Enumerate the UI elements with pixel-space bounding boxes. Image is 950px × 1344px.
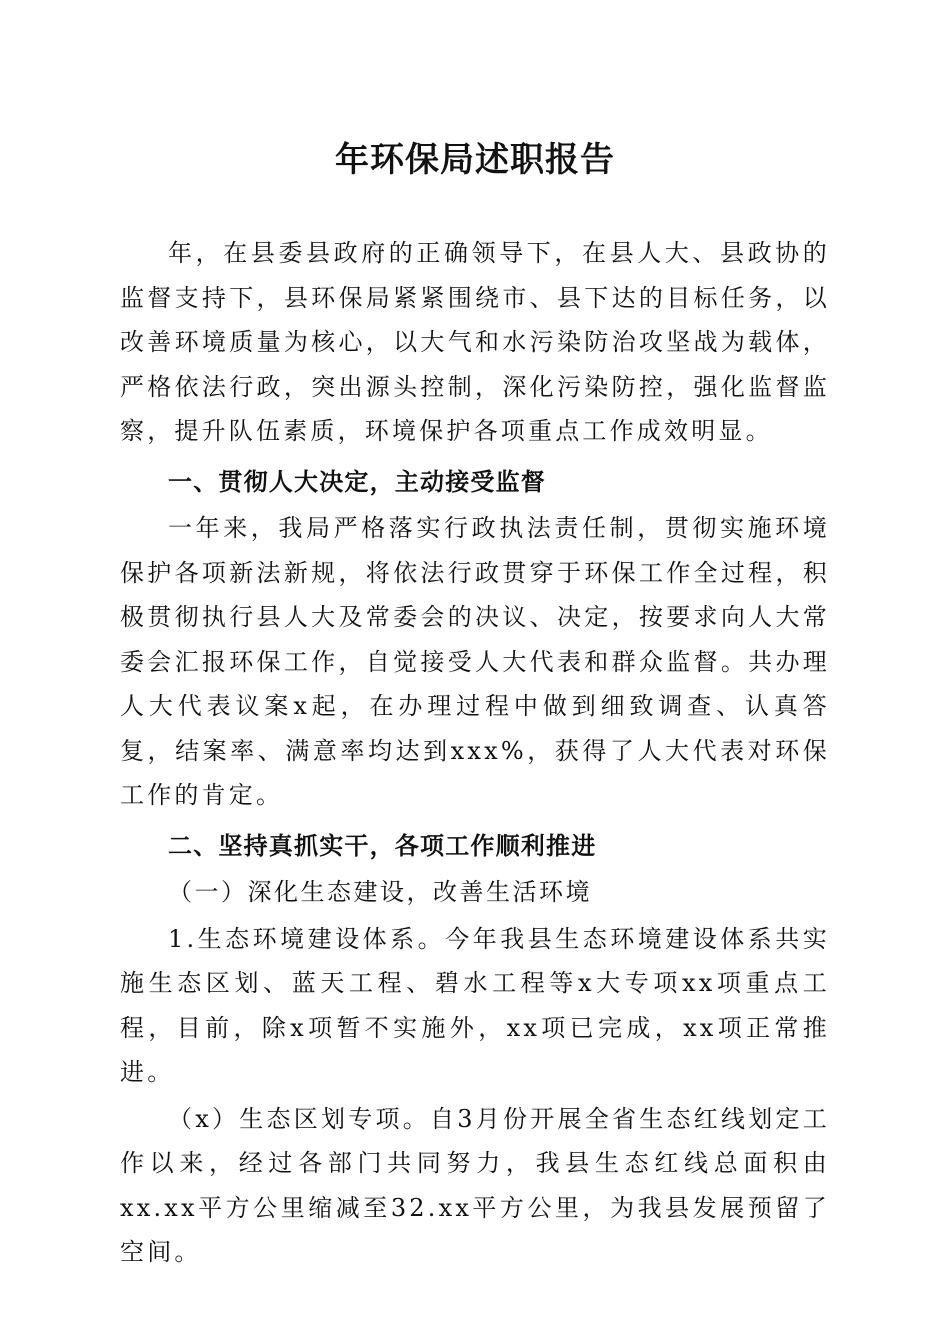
- section-heading-1: 一、贯彻人大决定，主动接受监督: [168, 467, 546, 496]
- document-title: 年环保局述职报告: [335, 140, 615, 180]
- item-x-paragraph: （x）生态区划专项。自3月份开展全省生态红线划定工作以来，经过各部门共同努力，我县生态红线总面积由xx.xx平方公里缩减至32.xx平方公里，为我县发展预留了空间。: [120, 1104, 830, 1266]
- intro-paragraph: 年，在县委县政府的正确领导下，在县人大、县政协的监督支持下，县环保局紧紧围绕市、县下达的目标任务，以改善环境质量为核心，以大气和水污染防治攻坚战为载体，严格依法行政，突出源头控制，深化污染防控，强化监督监察，提升队伍素质，环境保护各项重点工作成效明显。: [120, 239, 830, 445]
- subsection-heading-1: （一）深化生态建设，改善生活环境: [168, 878, 592, 906]
- section-heading-2: 二、坚持真抓实干，各项工作顺利推进: [168, 831, 597, 860]
- document-body: [120, 231, 830, 1275]
- section-1-paragraph: 一年来，我局严格落实行政执法责任制，贯彻实施环境保护各项新法新规，将依法行政贯穿于环保工作全过程，积极贯彻执行县人大及常委会的决议、决定，按要求向人大常委会汇报环保工作，自觉接受人大代表和群众监督。共办理人大代表议案x起，在办理过程中做到细致调查、认真答复，结案率、满意率均达到xxx%，获得了人大代表对环保工作的肯定。: [120, 514, 830, 809]
- item-1-paragraph: 1.生态环境建设体系。今年我县生态环境建设体系共实施生态区划、蓝天工程、碧水工程等x大专项xx项重点工程，目前，除x项暂不实施外，xx项已完成，xx项正常推进。: [120, 924, 830, 1086]
